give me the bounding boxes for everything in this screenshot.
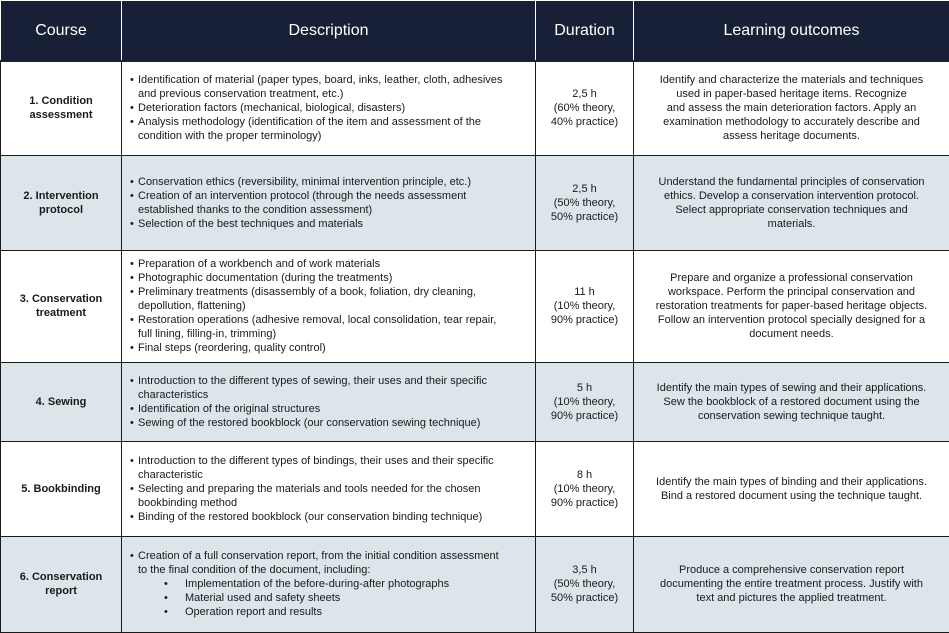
course-name-line: 3. Conservation xyxy=(9,292,113,306)
description-line: • Analysis methodology (identification of the item and assessment of the xyxy=(138,115,527,129)
outcomes-line: Identify the main types of sewing and their applications. xyxy=(642,381,941,395)
description-line: • Creation of an intervention protocol (through the needs assessment xyxy=(138,189,527,203)
description-line: • Introduction to the different types of sewing, their uses and their specific xyxy=(138,374,527,388)
description-line: characteristics xyxy=(138,388,527,402)
duration-line: (10% theory, xyxy=(544,395,625,409)
duration-line: 2,5 h xyxy=(544,87,625,101)
outcomes-line: and assess the main deterioration factors. Apply an xyxy=(642,101,941,115)
course-cell xyxy=(1,155,122,250)
course-cell xyxy=(1,250,122,362)
duration-cell xyxy=(536,441,634,536)
duration-line: 50% practice) xyxy=(544,591,625,605)
description-list xyxy=(130,454,527,524)
course-name-line: 6. Conservation xyxy=(9,570,113,584)
description-subitem: • Material used and safety sheets xyxy=(138,591,527,605)
header-course: Course xyxy=(1,1,122,62)
description-item xyxy=(130,101,527,115)
duration-line: (50% theory, xyxy=(544,577,625,591)
course-name-line: report xyxy=(9,584,113,598)
header-description: Description xyxy=(122,1,536,62)
description-line: • Binding of the restored bookblock (our conservation binding technique) xyxy=(138,510,527,524)
description-item xyxy=(130,271,527,285)
course-name-line: 4. Sewing xyxy=(9,395,113,409)
table-row xyxy=(1,155,949,250)
duration-line: (60% theory, xyxy=(544,101,625,115)
description-cell xyxy=(122,536,536,632)
course-cell xyxy=(1,441,122,536)
description-item xyxy=(130,217,527,231)
description-line: • Identification of material (paper types, board, inks, leather, cloth, adhesives xyxy=(138,73,527,87)
duration-line: 5 h xyxy=(544,381,625,395)
description-item xyxy=(130,454,527,482)
outcomes-line: assess heritage documents. xyxy=(642,129,941,143)
description-line: • Final steps (reordering, quality control) xyxy=(138,341,527,355)
outcomes-line: Prepare and organize a professional conservation xyxy=(642,271,941,285)
outcomes-line: Identify the main types of binding and their applications. xyxy=(642,475,941,489)
description-item xyxy=(130,374,527,402)
description-item xyxy=(130,482,527,510)
outcomes-line: examination methodology to accurately describe and xyxy=(642,115,941,129)
description-item xyxy=(130,175,527,189)
outcomes-cell xyxy=(634,61,949,155)
table-row xyxy=(1,362,949,441)
outcomes-line: materials. xyxy=(642,217,941,231)
description-line: • Selecting and preparing the materials and tools needed for the chosen xyxy=(138,482,527,496)
description-item xyxy=(130,510,527,524)
description-cell xyxy=(122,61,536,155)
description-item xyxy=(130,73,527,101)
description-list xyxy=(130,257,527,355)
header-row xyxy=(1,1,949,62)
duration-cell xyxy=(536,536,634,632)
outcomes-cell xyxy=(634,536,949,632)
outcomes-line: used in paper-based heritage items. Recognize xyxy=(642,87,941,101)
outcomes-cell xyxy=(634,155,949,250)
outcomes-line: Sew the bookblock of a restored document using the xyxy=(642,395,941,409)
description-line: • Selection of the best techniques and materials xyxy=(138,217,527,231)
description-cell xyxy=(122,441,536,536)
description-line: bookbinding method xyxy=(138,496,527,510)
course-name-line: 5. Bookbinding xyxy=(9,482,113,496)
outcomes-line: restoration treatments for paper-based heritage objects. xyxy=(642,299,941,313)
description-line: to the final condition of the document, including: xyxy=(138,563,527,577)
course-name-line: treatment xyxy=(9,306,113,320)
description-list xyxy=(130,549,527,619)
description-cell xyxy=(122,155,536,250)
table-row xyxy=(1,61,949,155)
description-item xyxy=(130,549,527,619)
description-cell xyxy=(122,250,536,362)
description-line: • Creation of a full conservation report, from the initial condition assessment xyxy=(138,549,527,563)
description-item xyxy=(130,313,527,341)
description-line: • Photographic documentation (during the treatments) xyxy=(138,271,527,285)
description-line: • Preparation of a workbench and of work materials xyxy=(138,257,527,271)
table-row xyxy=(1,536,949,632)
description-subitem: • Operation report and results xyxy=(138,605,527,619)
duration-line: (10% theory, xyxy=(544,299,625,313)
outcomes-line: Bind a restored document using the technique taught. xyxy=(642,489,941,503)
table-row xyxy=(1,441,949,536)
duration-line: 2,5 h xyxy=(544,182,625,196)
outcomes-cell xyxy=(634,441,949,536)
course-cell xyxy=(1,536,122,632)
duration-line: 40% practice) xyxy=(544,115,625,129)
description-list xyxy=(130,175,527,231)
description-line: condition with the proper terminology) xyxy=(138,129,527,143)
description-subitem: • Implementation of the before-during-after photographs xyxy=(138,577,527,591)
description-line: • Deterioration factors (mechanical, biological, disasters) xyxy=(138,101,527,115)
description-line: characteristic xyxy=(138,468,527,482)
duration-cell xyxy=(536,155,634,250)
outcomes-line: conservation sewing technique taught. xyxy=(642,409,941,423)
outcomes-line: Follow an intervention protocol specially designed for a xyxy=(642,313,941,327)
outcomes-line: documenting the entire treatment process. Justify with xyxy=(642,577,941,591)
description-line: • Identification of the original structures xyxy=(138,402,527,416)
duration-cell xyxy=(536,61,634,155)
outcomes-line: Select appropriate conservation techniques and xyxy=(642,203,941,217)
description-line: depollution, flattening) xyxy=(138,299,527,313)
description-item xyxy=(130,285,527,313)
description-line: • Sewing of the restored bookblock (our conservation sewing technique) xyxy=(138,416,527,430)
duration-line: 90% practice) xyxy=(544,496,625,510)
table-row xyxy=(1,250,949,362)
duration-line: 50% practice) xyxy=(544,210,625,224)
description-line: • Preliminary treatments (disassembly of a book, foliation, dry cleaning, xyxy=(138,285,527,299)
course-name-line: 2. Intervention xyxy=(9,189,113,203)
outcomes-line: ethics. Develop a conservation intervention protocol. xyxy=(642,189,941,203)
description-item xyxy=(130,189,527,217)
duration-line: 11 h xyxy=(544,285,625,299)
outcomes-cell xyxy=(634,362,949,441)
duration-line: (10% theory, xyxy=(544,482,625,496)
description-item xyxy=(130,341,527,355)
outcomes-line: text and pictures the applied treatment. xyxy=(642,591,941,605)
description-cell xyxy=(122,362,536,441)
description-item xyxy=(130,416,527,430)
description-item xyxy=(130,257,527,271)
description-item xyxy=(130,402,527,416)
outcomes-line: workspace. Perform the principal conservation and xyxy=(642,285,941,299)
outcomes-line: Identify and characterize the materials and techniques xyxy=(642,73,941,87)
course-name-line: protocol xyxy=(9,203,113,217)
description-line: full lining, filling-in, trimming) xyxy=(138,327,527,341)
course-name-line: assessment xyxy=(9,108,113,122)
duration-line: 3,5 h xyxy=(544,563,625,577)
description-line: and previous conservation treatment, etc.) xyxy=(138,87,527,101)
description-line: established thanks to the condition assessment) xyxy=(138,203,527,217)
duration-cell xyxy=(536,362,634,441)
description-line: • Conservation ethics (reversibility, minimal intervention principle, etc.) xyxy=(138,175,527,189)
description-line: • Restoration operations (adhesive removal, local consolidation, tear repair, xyxy=(138,313,527,327)
description-sublist xyxy=(138,577,527,619)
duration-cell xyxy=(536,250,634,362)
description-list xyxy=(130,374,527,430)
course-cell xyxy=(1,362,122,441)
duration-line: (50% theory, xyxy=(544,196,625,210)
header-learning-outcomes: Learning outcomes xyxy=(634,1,949,62)
outcomes-line: Produce a comprehensive conservation report xyxy=(642,563,941,577)
duration-line: 8 h xyxy=(544,468,625,482)
course-cell xyxy=(1,61,122,155)
description-line: • Introduction to the different types of bindings, their uses and their specific xyxy=(138,454,527,468)
table-body xyxy=(1,61,949,632)
description-list xyxy=(130,73,527,143)
description-item xyxy=(130,115,527,143)
outcomes-line: Understand the fundamental principles of conservation xyxy=(642,175,941,189)
header-duration: Duration xyxy=(536,1,634,62)
table-header xyxy=(1,1,949,62)
duration-line: 90% practice) xyxy=(544,409,625,423)
duration-line: 90% practice) xyxy=(544,313,625,327)
outcomes-cell xyxy=(634,250,949,362)
outcomes-line: document needs. xyxy=(642,327,941,341)
course-name-line: 1. Condition xyxy=(9,94,113,108)
